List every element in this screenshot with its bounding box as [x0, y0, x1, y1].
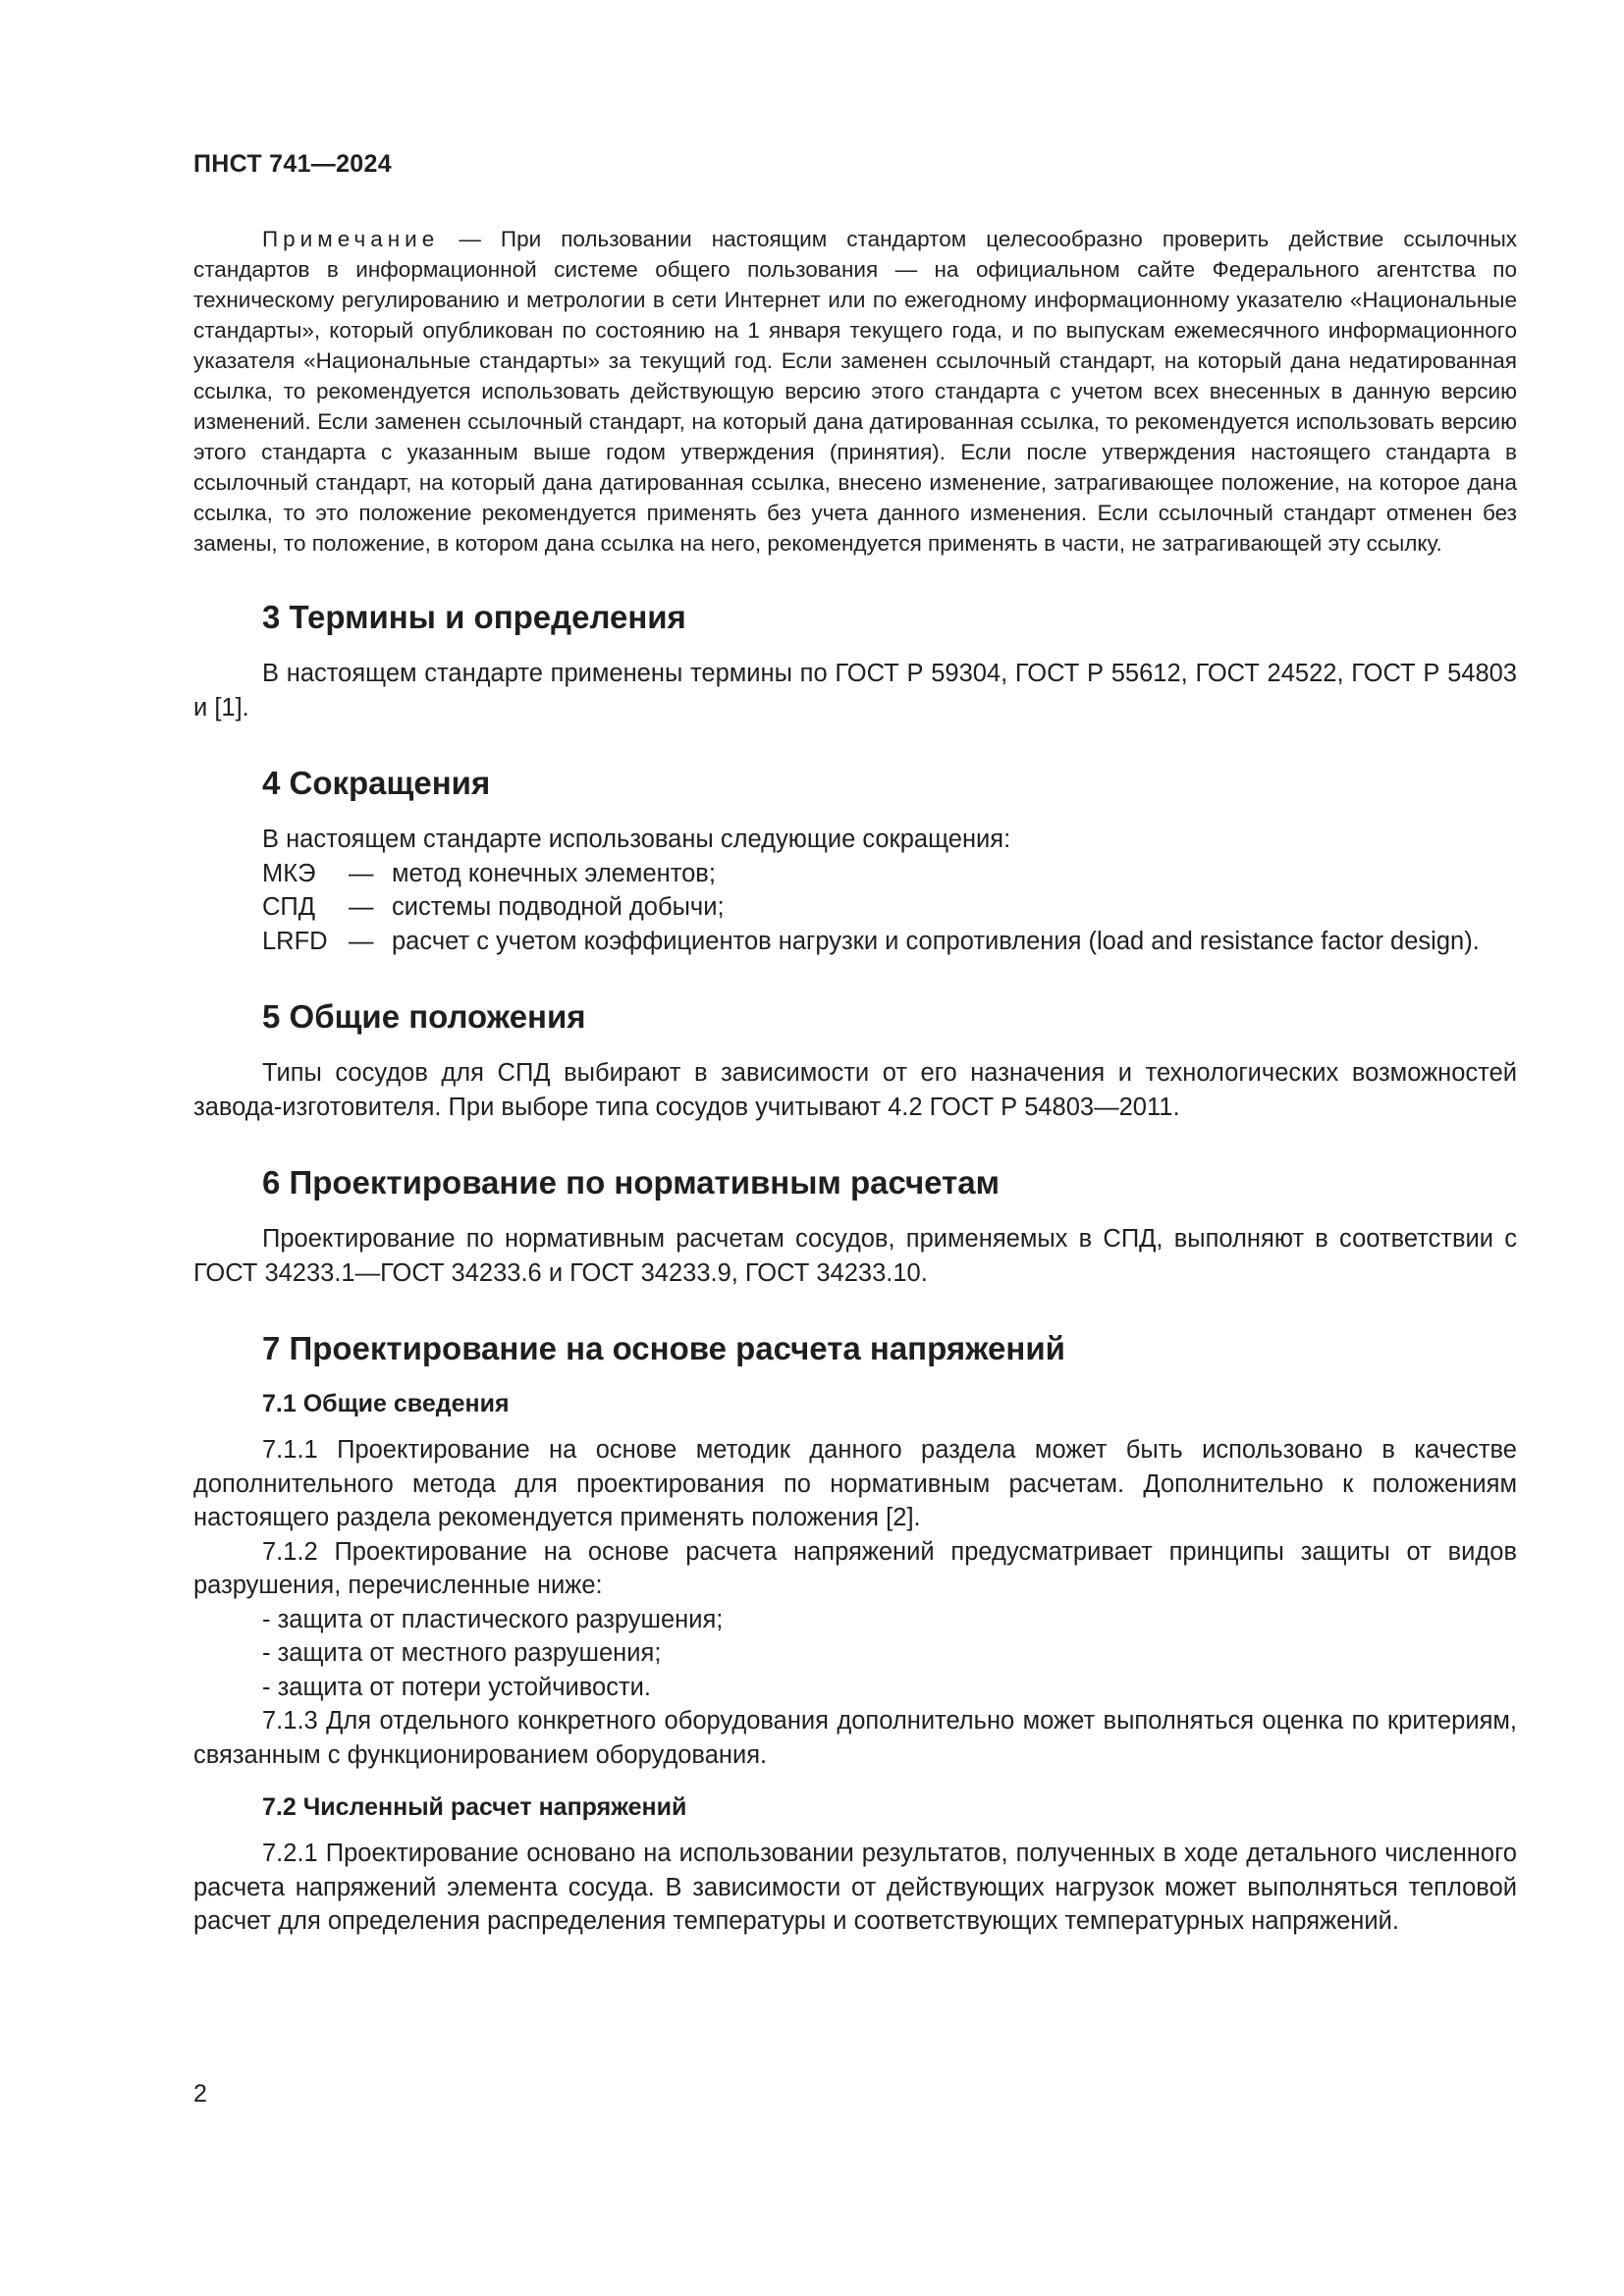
note-text: — При пользовании настоящим стандартом целесообразно проверить действие ссылочных стандартов в информационной системе общего пользования — на официальном сайте Федерального агентства по техническому регулированию и метрологии в сети Интернет или по ежегодному информационному указателю «Национальные стандарты», который опубликован по состоянию на 1 января текущего года, и по выпускам ежемесячного информационного указателя «Национальные стандарты» за текущий год. Если заменен ссылочный стандарт, на который дана недатированная ссылка, то рекомендуется использовать действующую версию этого стандарта с учетом всех внесенных в данную версию изменений. Если заменен ссылочный стандарт, на который дана датированная ссылка, то рекомендуется использовать версию этого стандарта с указанным выше годом утверждения (принятия). Если после утверждения настоящего стандарта в ссылочный стандарт, на который дана датированная ссылка, внесено изменение, затрагивающее положение, на которое дана ссылка, то это положение рекомендуется применять без учета данного изменения. Если ссылочный стандарт отменен без замены, то положение, в котором дана ссылка на него, рекомендуется применять в части, не затрагивающей эту ссылку.: [193, 227, 1517, 556]
section-4-heading: 4 Сокращения: [262, 765, 491, 801]
reference-note: [193, 224, 1517, 559]
abbreviations-list: [262, 857, 1517, 959]
abbreviation-row: [262, 857, 1517, 891]
abbreviation-term: LRFD: [262, 927, 328, 955]
clause-7-2-1: 7.2.1 Проектирование основано на использовании результатов, полученных в ходе детального численного расчета напряжений элемента сосуда. В зависимости от действующих нагрузок может выполняться тепловой расчет для определения распределения температуры и соответствующих температурных напряжений.: [193, 1840, 1517, 1935]
subsection-7-1-heading: 7.1 Общие сведения: [262, 1390, 510, 1417]
abbreviation-row: [262, 890, 1517, 925]
section-6-heading: 6 Проектирование по нормативным расчетам: [262, 1164, 1000, 1201]
subsection-7-2-heading: 7.2 Численный расчет напряжений: [262, 1793, 687, 1821]
abbreviation-term: СПД: [262, 893, 316, 921]
list-item: - защита от потери устойчивости.: [262, 1673, 651, 1701]
section-5-text: Типы сосудов для СПД выбирают в зависимости от его назначения и технологических возможностей завода-изготовителя. При выборе типа сосудов учитывают 4.2 ГОСТ Р 54803—2011.: [193, 1059, 1517, 1121]
page-content: [193, 224, 1517, 1939]
section-3-heading: 3 Термины и определения: [262, 599, 686, 635]
clause-7-1-1: 7.1.1 Проектирование на основе методик данного раздела может быть использовано в качестве дополнительного метода для проектирования по нормативным расчетам. Дополнительно к положениям настоящего раздела рекомендуется применять положения [2].: [193, 1436, 1517, 1531]
section-5-heading: 5 Общие положения: [262, 998, 586, 1035]
section-3-text: В настоящем стандарте применены термины по ГОСТ Р 59304, ГОСТ Р 55612, ГОСТ 24522, ГОСТ Р 54803 и [1].: [193, 660, 1517, 721]
list-item: - защита от местного разрушения;: [262, 1639, 662, 1667]
list-item: - защита от пластического разрушения;: [262, 1605, 724, 1633]
clause-7-1-3: 7.1.3 Для отдельного конкретного оборудования дополнительно может выполняться оценка по критериям, связанным с функционированием оборудования.: [193, 1707, 1517, 1769]
abbreviation-row: [262, 925, 1517, 959]
document-code: ПНСТ 741—2024: [193, 150, 392, 178]
abbreviation-definition: расчет с учетом коэффициентов нагрузки и сопротивления (load and resistance factor design).: [392, 927, 1480, 955]
abbreviation-dash: —: [349, 927, 374, 955]
section-4-intro: В настоящем стандарте использованы следующие сокращения:: [262, 826, 1011, 853]
abbreviation-definition: метод конечных элементов;: [392, 859, 716, 887]
abbreviation-dash: —: [349, 859, 374, 887]
clause-7-1-2: 7.1.2 Проектирование на основе расчета напряжений предусматривает принципы защиты от видов разрушения, перечисленные ниже:: [193, 1537, 1517, 1599]
abbreviation-term: МКЭ: [262, 859, 316, 887]
page-number: 2: [193, 2080, 207, 2108]
abbreviation-definition: системы подводной добычи;: [392, 893, 725, 921]
section-7-heading: 7 Проектирование на основе расчета напряжений: [262, 1330, 1065, 1366]
section-6-text: Проектирование по нормативным расчетам сосудов, применяемых в СПД, выполняют в соответствии с ГОСТ 34233.1—ГОСТ 34233.6 и ГОСТ 34233.9, ГОСТ 34233.10.: [193, 1225, 1517, 1287]
abbreviation-dash: —: [349, 893, 374, 921]
note-label: Примечание: [262, 227, 440, 251]
